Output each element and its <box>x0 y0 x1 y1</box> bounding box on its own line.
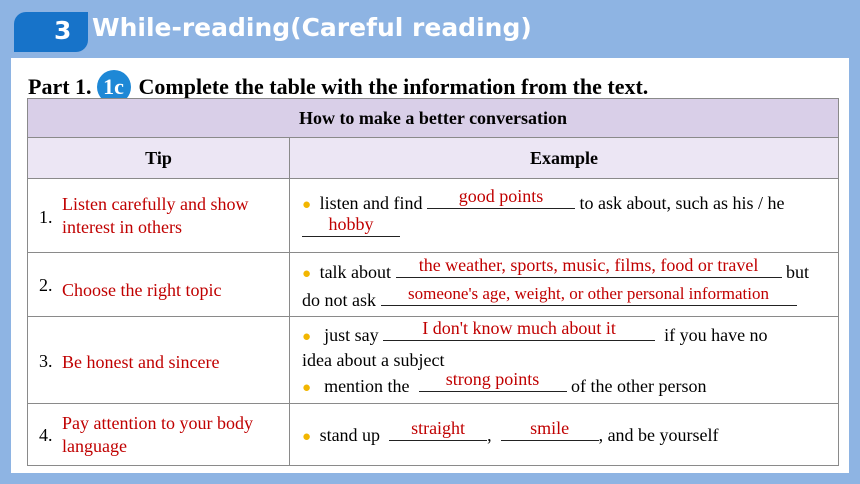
tip-answer: Listen carefully and show interest in others <box>62 194 249 237</box>
example-text: just say <box>324 324 379 345</box>
column-header-example: Example <box>290 138 839 179</box>
answer-blank <box>381 283 797 306</box>
example-text: to ask about, such as his / he <box>579 192 785 213</box>
example-cell <box>290 179 839 253</box>
tip-cell <box>28 404 290 466</box>
bottom-frame <box>0 473 860 484</box>
activity-badge: 1c <box>97 70 131 104</box>
answer-blank <box>501 417 599 441</box>
table-title: How to make a better conversation <box>28 99 839 138</box>
example-cell <box>290 404 839 466</box>
tip-answer: Choose the right topic <box>62 280 222 300</box>
example-text: do not ask <box>302 289 376 310</box>
answer-text: smile <box>530 417 570 438</box>
header-bar <box>0 0 860 58</box>
row-number: 4. <box>39 425 53 445</box>
section-number: 3 <box>54 16 72 45</box>
example-cell <box>290 253 839 317</box>
row-number: 3. <box>39 351 53 371</box>
bullet-icon: ● <box>302 196 312 213</box>
answer-text: straight <box>411 417 466 438</box>
tip-cell <box>28 179 290 253</box>
answer-blank <box>383 317 655 341</box>
example-text: , <box>487 424 492 445</box>
tip-cell <box>28 253 290 317</box>
answer-text: strong points <box>445 368 540 389</box>
answer-blank <box>427 185 575 209</box>
bullet-icon: ● <box>302 328 312 345</box>
column-header-tip: Tip <box>28 138 290 179</box>
bullet-icon: ● <box>302 379 312 396</box>
instruction-text: Complete the table with the information from the text. <box>138 74 649 99</box>
bullet-icon: ● <box>302 265 312 282</box>
example-text: listen and find <box>319 192 423 213</box>
table-row <box>28 404 839 466</box>
answer-blank <box>302 213 400 237</box>
tips-table <box>27 98 839 466</box>
bullet-icon: ● <box>302 428 312 445</box>
example-text: , and be yourself <box>598 424 719 445</box>
answer-text: good points <box>458 185 544 206</box>
example-text: but <box>786 261 810 282</box>
answer-blank <box>419 368 567 392</box>
section-number-badge <box>14 12 88 52</box>
example-cell <box>290 317 839 404</box>
answer-text: I don't know much about it <box>422 317 616 338</box>
answer-blank <box>389 417 487 441</box>
table-row <box>28 317 839 404</box>
example-text: mention the <box>324 375 410 396</box>
answer-text: someone's age, weight, or other personal information <box>408 283 769 303</box>
example-text: talk about <box>319 261 392 282</box>
table-title-row <box>28 99 839 138</box>
example-text: if you have no <box>664 324 768 345</box>
table-row <box>28 179 839 253</box>
answer-blank <box>396 254 782 278</box>
tip-answer: Pay attention to your body language <box>62 413 253 456</box>
example-text: idea about a subject <box>302 349 445 370</box>
row-number: 1. <box>39 207 53 227</box>
part-label: Part 1. <box>28 74 92 99</box>
answer-text: hobby <box>328 213 374 234</box>
example-text: of the other person <box>571 375 707 396</box>
tip-answer: Be honest and sincere <box>62 352 220 372</box>
left-frame <box>0 0 11 484</box>
example-text: stand up <box>319 424 381 445</box>
row-number: 2. <box>39 275 53 295</box>
right-frame <box>849 0 860 484</box>
tip-cell <box>28 317 290 404</box>
answer-text: the weather, sports, music, films, food or travel <box>418 254 759 275</box>
table-header-row <box>28 138 839 179</box>
table-row <box>28 253 839 317</box>
page-title: While-reading(Careful reading) <box>92 13 532 42</box>
